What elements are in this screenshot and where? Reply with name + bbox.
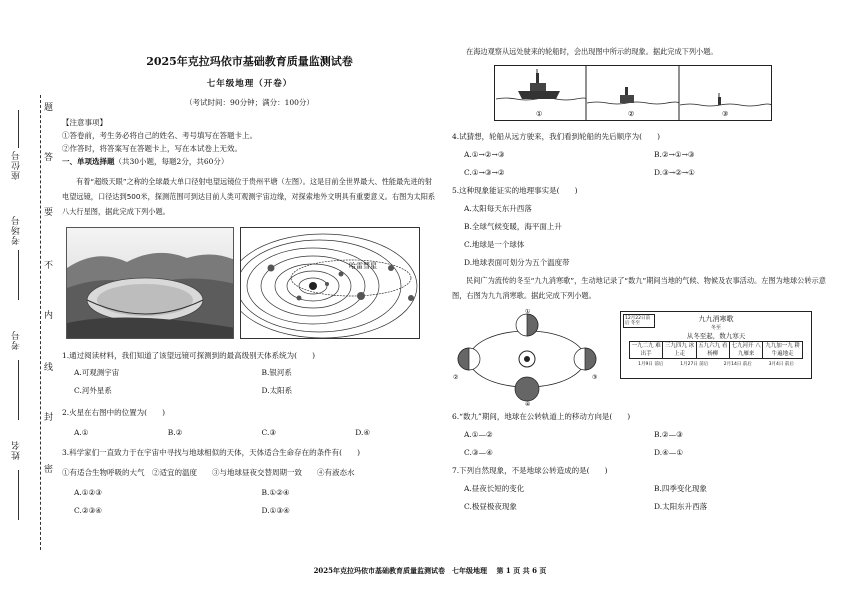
seal-char: 线 <box>44 363 54 373</box>
option[interactable]: D.④—① <box>654 448 684 457</box>
option[interactable]: D.③→②→① <box>654 168 695 177</box>
question-5: 5.这种现象能证实的地理事实是( ) <box>452 186 578 195</box>
page-footer: 2025年克拉玛依市基础教育质量监测试卷 七年级地理 第 1 页 共 6 页 <box>313 566 547 575</box>
question-3-conditions: ①有适合生物呼吸的大气 ②适宜的温度 ③与地球昼夜交替周期一致 ④有液态水 <box>62 468 355 477</box>
seat-field[interactable] <box>18 110 19 148</box>
room-label: 考场号 <box>12 215 22 245</box>
seal-char: 题 <box>44 103 54 113</box>
left-column <box>62 48 437 523</box>
question-2-options <box>62 427 437 439</box>
orbit-label: ③ <box>592 374 598 381</box>
section-heading: 一、单项选择题 <box>62 157 115 166</box>
option[interactable]: A.①→②→③ <box>464 150 505 159</box>
option[interactable]: B.银河系 <box>261 368 292 377</box>
option[interactable]: C.③—④ <box>464 448 493 457</box>
right-column <box>452 44 832 519</box>
seal-line <box>40 95 41 550</box>
option[interactable]: D.地球表面可划分为五个温度带 <box>464 258 570 267</box>
song-date-box: 12月22日前后 冬至 <box>623 314 655 328</box>
song-date: 3月4日 前后 <box>768 362 794 367</box>
question-7: 7.下列自然现象，不是地球公转造成的是( ) <box>452 466 608 475</box>
song-date: 1月9日 前后 <box>638 362 664 367</box>
exam-no-field[interactable] <box>18 360 19 420</box>
option[interactable]: D.④ <box>355 428 371 437</box>
song-date: 2月14日 前后 <box>723 362 752 367</box>
question-2: 2.火星在右图中的位置为( ) <box>62 408 166 417</box>
question-4: 4.试猜想，轮船从远方驶来，我们看到轮船的先后顺序为( ) <box>452 132 661 141</box>
song-title: 九九消寒歌 <box>698 315 734 323</box>
question-1: 1.通过阅读材料，我们知道了该望远镜可探测到的最高级别天体系统为( ) <box>62 351 316 360</box>
seal-char: 封 <box>44 413 54 423</box>
seal-char: 密 <box>44 465 54 475</box>
page-title: 2025年克拉玛依市基础教育质量监测试卷 <box>146 55 353 68</box>
name-label: 姓名 <box>12 440 22 460</box>
exam-info: （考试时间：90分钟；满分：100分） <box>185 98 314 107</box>
seat-label: 座位号 <box>12 150 22 180</box>
song-cell: 三九四九 冰上走 <box>663 342 696 358</box>
ship-horizon-figure <box>494 65 772 121</box>
option[interactable]: B.② <box>167 428 183 437</box>
option[interactable]: C.③ <box>261 428 277 437</box>
orbit-label: ① <box>525 309 531 315</box>
option[interactable]: C.①→③→② <box>464 168 505 177</box>
option[interactable]: B.①②④ <box>261 488 290 497</box>
option[interactable]: A.昼夜长短的变化 <box>464 484 525 493</box>
song-cell: 九九加一九 耕牛遍地走 <box>765 343 800 357</box>
question-6: 6.“数九”期间，地球在公转轨道上的移动方向是( ) <box>452 412 631 421</box>
option[interactable]: B.全球气候变暖，海平面上升 <box>464 222 562 231</box>
name-field[interactable] <box>18 470 19 520</box>
option[interactable]: B.②—③ <box>654 430 683 439</box>
option[interactable]: A.可观测宇宙 <box>74 368 120 377</box>
option[interactable]: B.②→①→③ <box>654 150 695 159</box>
option[interactable]: A.①—② <box>464 430 493 439</box>
ship-label: ③ <box>722 110 729 118</box>
note-item: ①答卷前，考生务必将自己的姓名、考号填写在答题卡上。 <box>62 131 257 140</box>
option[interactable]: A.① <box>74 428 89 437</box>
song-intro: 民间广为流传的冬至“九九消寒歌”，生动地记录了“数九”期间当地的气候、物候及农事活动。左图为地球公转示意图，右图为九九消寒歌。据此完成下列小题。 <box>452 276 826 300</box>
song-date: 1月27日 前后 <box>680 362 709 367</box>
option[interactable]: A.①②③ <box>74 488 102 497</box>
orbit-label: ④ <box>525 401 531 407</box>
exam-no-label: 考号 <box>12 330 22 350</box>
earth-orbit-diagram <box>452 309 602 407</box>
solar-system-diagram <box>240 227 420 339</box>
option[interactable]: C.②③④ <box>74 506 103 515</box>
section-note: （共30小题，每题2分，共60分） <box>114 157 229 166</box>
song-cell: 一九二九 难出手 <box>630 342 663 358</box>
orbit-label: ② <box>453 374 459 381</box>
telescope-photo <box>66 227 234 339</box>
intro-paragraph: 有着“超级天眼”之称的全球最大单口径射电望远镜位于贵州平塘（左图）。这是目前全世界最大、性能最先进的射电望远镜，口径达到500米，探测范围可到达目前人类可观测宇宙边缘，对探索地外文明具有重要意义。右图为太阳系八大行星图，据此完成下列小题。 <box>62 177 436 216</box>
subject-title: 七年级地理（开卷） <box>206 79 293 89</box>
question-7-options <box>452 483 832 519</box>
question-3-options <box>62 487 437 523</box>
question-4-options <box>452 149 832 185</box>
option[interactable]: B.四季变化现象 <box>654 484 707 493</box>
seal-char: 要 <box>44 208 54 218</box>
option[interactable]: A.太阳每天东升西落 <box>464 204 532 213</box>
song-line1: 从冬至起，数九寒天 <box>686 332 746 340</box>
song-winter: 冬至 <box>710 325 721 331</box>
song-cell: 五九六九 看杨柳 <box>697 342 730 358</box>
notes-heading: 【注意事项】 <box>62 118 107 127</box>
ship-intro: 在海边观察从远处驶来的轮船时，会出现图中所示的现象。据此完成下列小题。 <box>466 47 718 56</box>
ship-label: ② <box>628 110 635 118</box>
option[interactable]: C.地球是一个球体 <box>464 240 525 249</box>
option[interactable]: D.太阳东升西落 <box>654 502 708 511</box>
seal-char: 内 <box>44 311 54 321</box>
option[interactable]: D.①③④ <box>261 506 290 515</box>
question-1-options <box>62 367 437 403</box>
note-item: ②作答时，将答案写在答题卡上，写在本试卷上无效。 <box>62 144 242 153</box>
question-6-options <box>452 429 832 465</box>
seal-char: 不 <box>44 261 54 271</box>
option[interactable]: C.河外星系 <box>74 386 112 395</box>
seal-char: 答 <box>44 153 54 163</box>
figure-label: 哈雷彗星 <box>349 262 377 270</box>
ship-label: ① <box>536 110 543 118</box>
option[interactable]: C.极昼极夜现象 <box>464 502 517 511</box>
question-3: 3.科学家们一直致力于在宇宙中寻找与地球相似的天体，天体适合生命存在的条件有( ) <box>62 448 361 457</box>
room-field[interactable] <box>18 250 19 300</box>
song-cell: 七九河开 八九雁来 <box>730 342 763 358</box>
song-table <box>620 311 812 379</box>
option[interactable]: D.太阳系 <box>261 386 293 395</box>
